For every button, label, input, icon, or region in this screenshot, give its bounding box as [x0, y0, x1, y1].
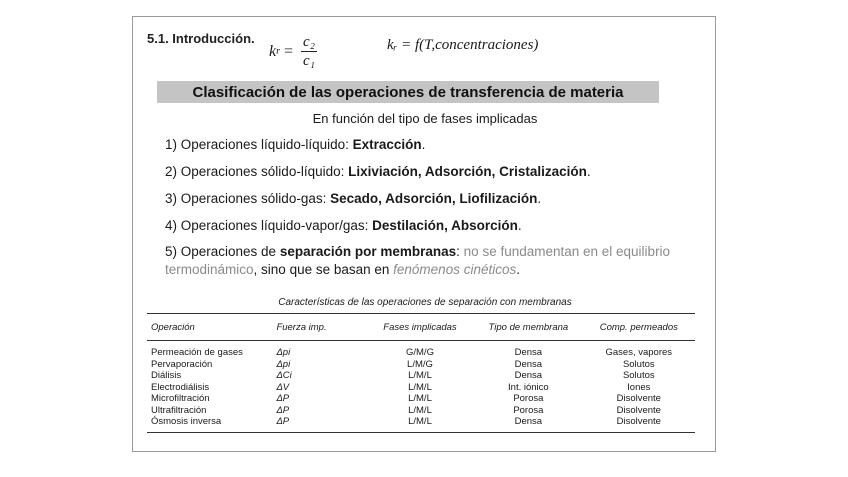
cell-phases: L/M/L [408, 393, 432, 404]
op-examples: Extracción [352, 137, 422, 152]
cell-operation: Permeación de gases [151, 347, 243, 358]
cell-phases: L/M/L [366, 416, 474, 432]
col-header-membrane-type: Tipo de membrana [474, 314, 582, 341]
operation-item [165, 212, 685, 239]
cell-permeates: Disolvente [616, 393, 661, 404]
cell-permeates: Gases, vapores [605, 347, 673, 358]
cell-permeates: Solutos [622, 370, 655, 381]
table-caption: Características de las operaciones de separación con membranas [278, 297, 572, 308]
cell-operation: Microfiltración [151, 393, 210, 404]
rate-ratio-equation [269, 33, 317, 70]
cell-membrane-type: Densa [514, 370, 543, 381]
op-prefix: 3) Operaciones sólido-gas: [165, 191, 331, 206]
table-row [147, 416, 695, 432]
operations-list [165, 131, 685, 239]
cell-membrane-type: Densa [514, 347, 543, 358]
op-examples: Destilación, Absorción [372, 218, 518, 233]
subtitle: En función del tipo de fases implicadas [312, 111, 538, 126]
membrane-colon: : [456, 244, 460, 259]
eq1-equals: = [284, 42, 294, 60]
op-suffix: . [537, 191, 542, 206]
op-suffix: . [586, 164, 591, 179]
cell-permeates: Iones [627, 381, 651, 393]
membrane-kinetic-text: fenómenos cinéticos [393, 262, 517, 277]
operation-item [165, 131, 685, 158]
cell-permeates: Solutos [622, 358, 655, 370]
cell-driving-force: ΔV [276, 381, 290, 393]
op-suffix: . [421, 137, 426, 152]
membrane-table [147, 313, 695, 433]
membrane-operations-item [165, 243, 685, 279]
cell-membrane-type: Porosa [513, 404, 544, 416]
col-header-driving-force: Fuerza imp. [270, 314, 365, 341]
col-header-operation: Operación [147, 314, 270, 341]
membrane-end: . [516, 262, 520, 277]
cell-operation: Diálisis [151, 370, 182, 381]
cell-driving-force: ΔCi [276, 370, 292, 381]
table-row [147, 341, 695, 359]
op-examples: Secado, Adsorción, Liofilización [330, 191, 538, 206]
cell-operation: Ultrafiltración [151, 404, 207, 416]
op-examples: Lixiviación, Adsorción, Cristalización [348, 164, 587, 179]
cell-driving-force: Δpi [276, 347, 291, 358]
cell-permeates: Disolvente [583, 416, 695, 432]
eq1-lhs-sub: r [276, 46, 281, 57]
cell-driving-force: ΔP [276, 393, 290, 404]
cell-membrane-type: Densa [474, 416, 582, 432]
cell-membrane-type: Porosa [513, 393, 544, 404]
op-prefix: 1) Operaciones líquido-líquido: [165, 137, 353, 152]
section-title: 5.1. Introducción. [147, 31, 255, 46]
cell-driving-force: ΔP [276, 404, 290, 416]
membrane-prefix: 5) Operaciones de [165, 244, 280, 259]
eq1-fraction [301, 33, 317, 70]
eq1-numerator: c₂ [303, 34, 315, 50]
table-row [147, 359, 695, 371]
header-row [147, 27, 707, 77]
cell-driving-force: Δpi [276, 358, 291, 370]
op-prefix: 4) Operaciones líquido-vapor/gas: [165, 218, 373, 233]
eq1-lhs: k [269, 42, 277, 60]
cell-phases: L/M/L [408, 404, 432, 416]
membrane-mid-text: , sino que se basan en [253, 262, 394, 277]
membrane-bold: separación por membranas [279, 244, 457, 259]
cell-membrane-type: Int. iónico [508, 381, 549, 393]
membrane-gray-text: no se fundamentan en el equilibrio termodinámico [165, 244, 671, 277]
eq1-denominator: c₁ [303, 53, 315, 69]
cell-driving-force: ΔP [270, 416, 365, 432]
cell-membrane-type: Densa [514, 358, 543, 370]
cell-operation: Ósmosis inversa [147, 416, 270, 432]
cell-phases: L/M/L [408, 370, 432, 381]
cell-operation: Pervaporación [151, 358, 213, 370]
table-row [147, 405, 695, 417]
operation-item [165, 158, 685, 185]
op-prefix: 2) Operaciones sólido-líquido: [165, 164, 349, 179]
cell-phases: L/M/L [408, 381, 432, 393]
table-row [147, 382, 695, 394]
cell-permeates: Disolvente [616, 404, 661, 416]
cell-phases: G/M/G [405, 347, 434, 358]
classification-banner: Clasificación de las operaciones de transferencia de materia [157, 81, 659, 103]
rate-function-equation: kᵣ = f(T,concentraciones) [387, 37, 539, 53]
table-row [147, 370, 695, 382]
table-row [147, 393, 695, 405]
op-suffix: . [517, 218, 522, 233]
col-header-permeates: Comp. permeados [583, 314, 695, 341]
table-header-row [147, 314, 695, 341]
cell-phases: L/M/G [407, 358, 433, 370]
col-header-phases: Fases implicadas [366, 314, 474, 341]
slide [132, 16, 716, 452]
cell-operation: Electrodiálisis [151, 381, 210, 393]
operation-item [165, 185, 685, 212]
